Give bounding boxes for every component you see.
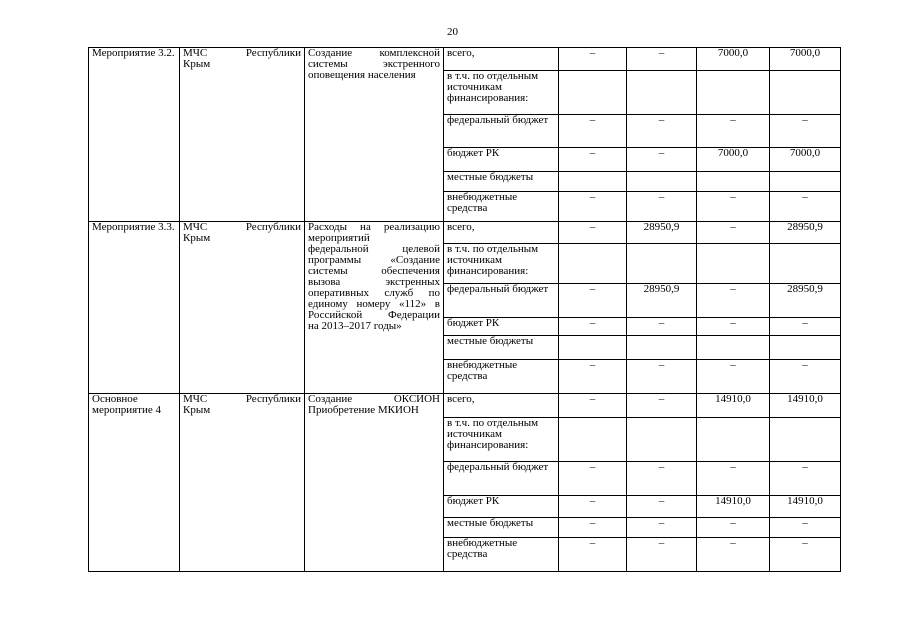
amount-cell-2: –: [627, 48, 697, 71]
executor-cell: [180, 394, 305, 572]
funding-source-cell: всего,: [444, 48, 559, 71]
amount-cell-1: –: [559, 115, 627, 148]
amount-cell-3: [697, 71, 770, 115]
amount-cell-1: –: [559, 360, 627, 394]
amount-cell-4: –: [770, 538, 841, 572]
amount-cell-4: –: [770, 192, 841, 222]
amount-cell-4: –: [770, 462, 841, 496]
amount-cell-2: –: [627, 148, 697, 172]
description-line: оперативных служб по: [308, 287, 440, 299]
amount-cell-2: [627, 71, 697, 115]
funding-source-cell: бюджет РК: [444, 318, 559, 336]
table-row: [89, 222, 841, 244]
amount-cell-4: –: [770, 518, 841, 538]
amount-cell-1: –: [559, 48, 627, 71]
description-cell: [305, 222, 444, 394]
budget-table: [88, 47, 841, 572]
amount-cell-1: –: [559, 192, 627, 222]
amount-cell-2: 28950,9: [627, 284, 697, 318]
amount-cell-1: [559, 336, 627, 360]
amount-cell-3: –: [697, 192, 770, 222]
funding-source-cell: местные бюджеты: [444, 172, 559, 192]
description-line: системы экстренного: [308, 58, 440, 70]
executor-region: Крым: [183, 232, 211, 244]
description-line: Российской Федерации: [308, 309, 440, 321]
funding-source-cell: местные бюджеты: [444, 336, 559, 360]
event-cell: Мероприятие 3.2.: [89, 48, 180, 222]
description-line: вызова экстренных: [308, 276, 440, 288]
event-cell: Основное мероприятие 4: [89, 394, 180, 572]
description-cell: [305, 48, 444, 222]
amount-cell-2: –: [627, 496, 697, 518]
funding-source-cell: федеральный бюджет: [444, 462, 559, 496]
funding-source-cell: федеральный бюджет: [444, 284, 559, 318]
description-line: Создание комплексной: [308, 47, 440, 59]
amount-cell-2: –: [627, 538, 697, 572]
amount-cell-4: –: [770, 318, 841, 336]
executor-org: МЧС: [183, 47, 208, 59]
amount-cell-2: [627, 418, 697, 462]
amount-cell-4: [770, 172, 841, 192]
amount-cell-1: –: [559, 284, 627, 318]
amount-cell-3: –: [697, 284, 770, 318]
amount-cell-1: –: [559, 318, 627, 336]
funding-source-cell: в т.ч. по отдельным источникам финансирования:: [444, 418, 559, 462]
amount-cell-3: 7000,0: [697, 48, 770, 71]
amount-cell-4: 7000,0: [770, 48, 841, 71]
amount-cell-1: –: [559, 538, 627, 572]
executor-region: Крым: [183, 404, 211, 416]
amount-cell-2: [627, 172, 697, 192]
amount-cell-1: –: [559, 148, 627, 172]
amount-cell-2: –: [627, 360, 697, 394]
amount-cell-3: 14910,0: [697, 496, 770, 518]
amount-cell-2: –: [627, 462, 697, 496]
amount-cell-3: –: [697, 518, 770, 538]
description-line: Создание ОКСИОН: [308, 393, 440, 405]
description-line: федеральной целевой: [308, 243, 440, 255]
amount-cell-4: –: [770, 115, 841, 148]
amount-cell-3: 14910,0: [697, 394, 770, 418]
amount-cell-4: [770, 71, 841, 115]
amount-cell-4: 14910,0: [770, 496, 841, 518]
amount-cell-3: 7000,0: [697, 148, 770, 172]
amount-cell-1: –: [559, 462, 627, 496]
amount-cell-2: [627, 336, 697, 360]
executor-cell: [180, 222, 305, 394]
funding-source-cell: всего,: [444, 394, 559, 418]
amount-cell-1: –: [559, 394, 627, 418]
amount-cell-4: [770, 418, 841, 462]
funding-source-cell: бюджет РК: [444, 148, 559, 172]
funding-source-cell: федеральный бюджет: [444, 115, 559, 148]
amount-cell-2: –: [627, 518, 697, 538]
description-line: мероприятий: [308, 232, 370, 244]
amount-cell-4: [770, 244, 841, 284]
description-line: Расходы на реализацию: [308, 221, 440, 233]
description-line: единому номеру «112» в: [308, 298, 440, 310]
amount-cell-2: –: [627, 318, 697, 336]
amount-cell-1: –: [559, 496, 627, 518]
amount-cell-2: –: [627, 115, 697, 148]
description-line: Приобретение МКИОН: [308, 404, 419, 416]
funding-source-cell: в т.ч. по отдельным источникам финансирования:: [444, 71, 559, 115]
description-line: оповещения населения: [308, 69, 416, 81]
funding-source-cell: местные бюджеты: [444, 518, 559, 538]
budget-table-body: [89, 48, 841, 572]
funding-source-cell: бюджет РК: [444, 496, 559, 518]
amount-cell-1: [559, 244, 627, 284]
description-line: системы обеспечения: [308, 265, 440, 277]
funding-source-cell: всего,: [444, 222, 559, 244]
amount-cell-3: [697, 336, 770, 360]
amount-cell-1: [559, 71, 627, 115]
amount-cell-4: 7000,0: [770, 148, 841, 172]
amount-cell-4: 28950,9: [770, 222, 841, 244]
description-line: программы «Создание: [308, 254, 440, 266]
executor-republic: Республики: [245, 221, 301, 233]
executor-cell: [180, 48, 305, 222]
executor-region: Крым: [183, 58, 211, 70]
description-line: на 2013–2017 годы»: [308, 320, 402, 332]
amount-cell-4: –: [770, 360, 841, 394]
description-cell: [305, 394, 444, 572]
table-row: [89, 394, 841, 418]
amount-cell-3: –: [697, 318, 770, 336]
funding-source-cell: в т.ч. по отдельным источникам финансирования:: [444, 244, 559, 284]
event-cell: Мероприятие 3.3.: [89, 222, 180, 394]
amount-cell-4: 28950,9: [770, 284, 841, 318]
executor-republic: Республики: [245, 393, 301, 405]
amount-cell-4: [770, 336, 841, 360]
amount-cell-2: [627, 244, 697, 284]
executor-org: МЧС: [183, 393, 208, 405]
amount-cell-1: [559, 172, 627, 192]
amount-cell-4: 14910,0: [770, 394, 841, 418]
amount-cell-3: –: [697, 538, 770, 572]
page-number: 20: [447, 26, 458, 38]
amount-cell-3: –: [697, 222, 770, 244]
amount-cell-3: [697, 418, 770, 462]
amount-cell-3: –: [697, 360, 770, 394]
funding-source-cell: внебюджетные средства: [444, 538, 559, 572]
executor-org: МЧС: [183, 221, 208, 233]
amount-cell-3: [697, 244, 770, 284]
amount-cell-2: –: [627, 192, 697, 222]
amount-cell-1: [559, 418, 627, 462]
amount-cell-3: –: [697, 462, 770, 496]
amount-cell-2: –: [627, 394, 697, 418]
funding-source-cell: внебюджетные средства: [444, 360, 559, 394]
amount-cell-1: –: [559, 518, 627, 538]
amount-cell-2: 28950,9: [627, 222, 697, 244]
amount-cell-3: –: [697, 115, 770, 148]
executor-republic: Республики: [245, 47, 301, 59]
funding-source-cell: внебюджетные средства: [444, 192, 559, 222]
amount-cell-3: [697, 172, 770, 192]
amount-cell-1: –: [559, 222, 627, 244]
table-row: [89, 48, 841, 71]
